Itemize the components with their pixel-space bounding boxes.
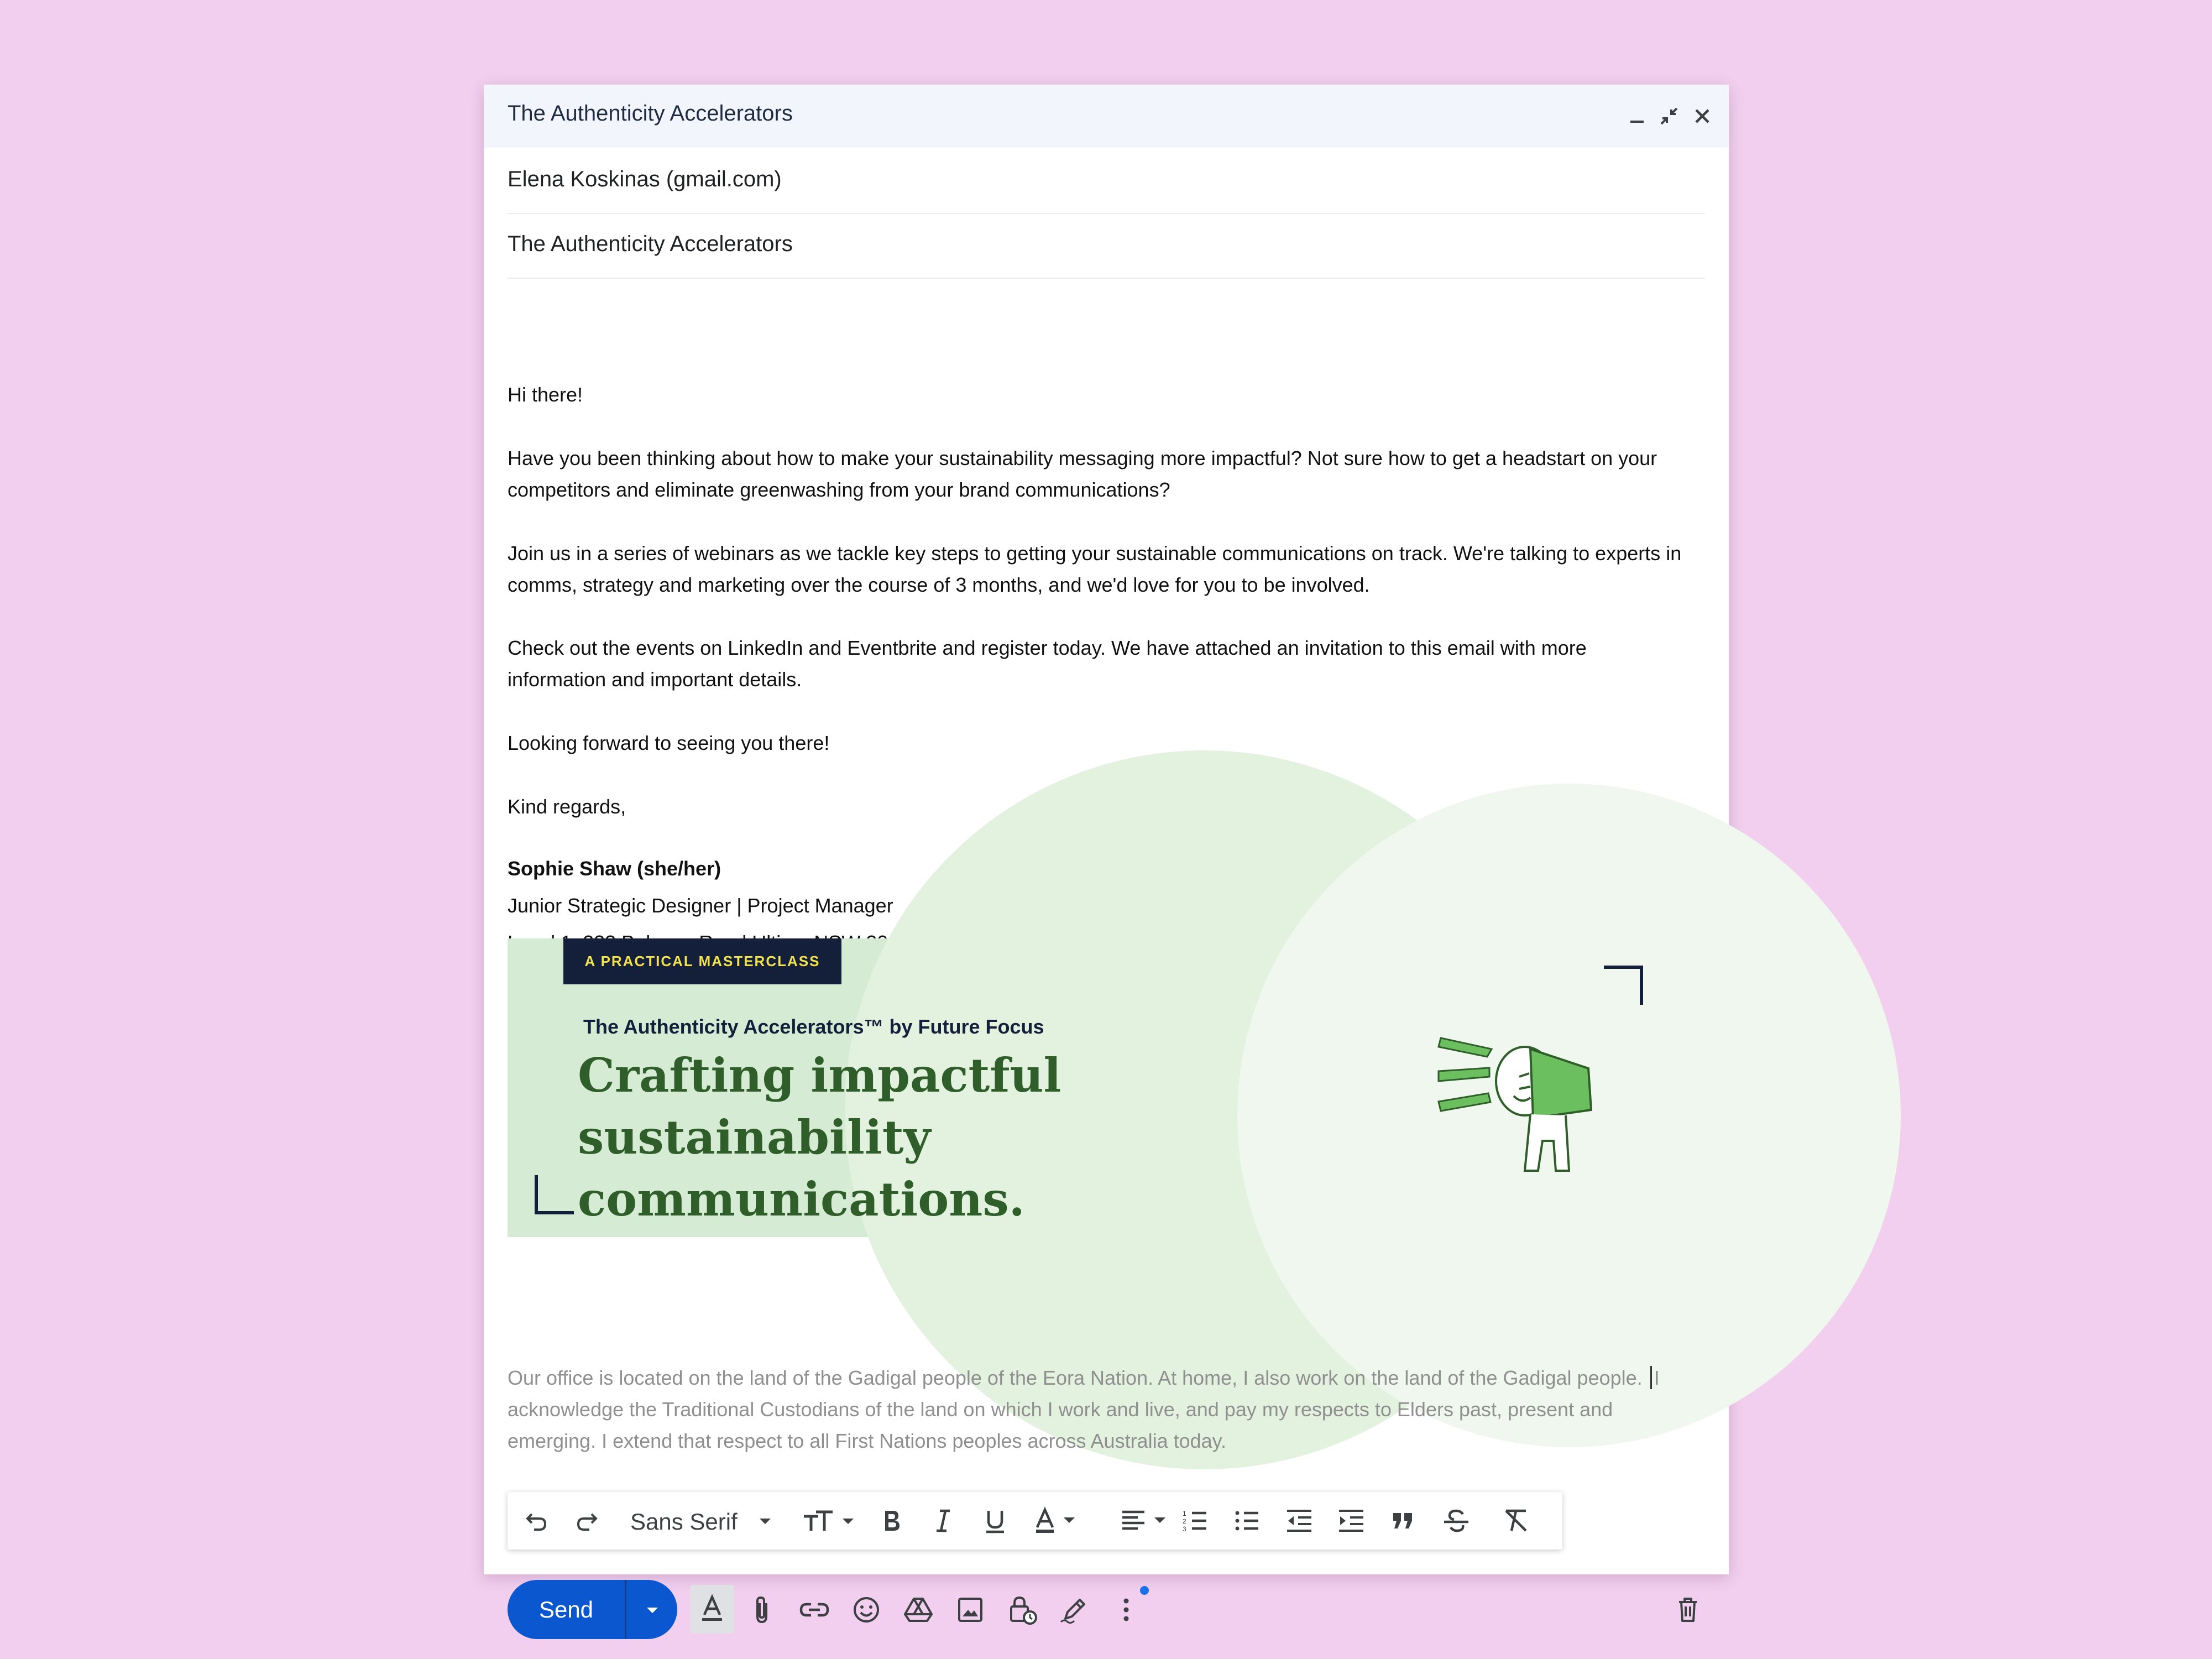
confidential-mode-icon[interactable] bbox=[1006, 1593, 1039, 1626]
text-color-icon[interactable] bbox=[1033, 1506, 1083, 1535]
minimize-icon[interactable] bbox=[1624, 103, 1650, 129]
drive-icon[interactable] bbox=[902, 1593, 935, 1626]
indent-less-icon[interactable] bbox=[1285, 1506, 1314, 1535]
photo-icon[interactable] bbox=[954, 1593, 987, 1626]
formatting-toolbar bbox=[508, 1492, 1562, 1550]
banner-headline bbox=[578, 1045, 1407, 1230]
bulleted-list-icon[interactable] bbox=[1233, 1506, 1262, 1535]
signature-icon[interactable] bbox=[1058, 1593, 1091, 1626]
undo-icon[interactable] bbox=[522, 1506, 551, 1535]
indent-more-icon[interactable] bbox=[1337, 1506, 1366, 1535]
quote-icon[interactable] bbox=[1389, 1506, 1418, 1535]
signature-role: Junior Strategic Designer | Project Manager bbox=[508, 894, 893, 917]
body-paragraph-4: Looking forward to seeing you there! bbox=[508, 732, 830, 754]
banner-headline-line-2: communications. bbox=[578, 1172, 1025, 1227]
acknowledgement-text bbox=[508, 1362, 1685, 1457]
body-paragraph-2: Join us in a series of webinars as we tackle key steps to getting your sustainable communications on track. We're talking to experts in comms, strategy and marketing over the course of 3 months, and we'd love for you to be involved. bbox=[508, 542, 1682, 596]
notification-dot bbox=[1140, 1586, 1149, 1595]
text-cursor bbox=[1650, 1366, 1652, 1389]
masterclass-banner bbox=[508, 938, 1670, 1237]
megaphone-illustration-icon bbox=[1436, 1016, 1613, 1176]
link-icon[interactable] bbox=[798, 1593, 831, 1626]
banner-headline-line-1: Crafting impactful sustainability bbox=[578, 1048, 1061, 1165]
bold-icon[interactable] bbox=[877, 1506, 906, 1535]
corner-bracket-icon bbox=[1604, 965, 1644, 1005]
attach-icon[interactable] bbox=[745, 1593, 778, 1626]
send-button-label: Send bbox=[538, 1597, 594, 1623]
body-paragraph-1: Have you been thinking about how to make your sustainability messaging more impactful? Not sure how to get a headstart on your competitors and eliminate greenwashing from your brand communications? bbox=[508, 447, 1657, 501]
exit-fullscreen-icon[interactable] bbox=[1656, 103, 1682, 129]
close-icon[interactable] bbox=[1689, 103, 1716, 129]
acknowledgement-part-1: Our office is located on the land of the Gadigal people of the Eora Nation. At home, I also work on the land of the Gadigal people. bbox=[508, 1366, 1643, 1389]
body-greeting: Hi there! bbox=[508, 383, 583, 406]
svg-text:1: 1 bbox=[1183, 1510, 1186, 1517]
send-divider bbox=[625, 1580, 626, 1639]
svg-text:3: 3 bbox=[1183, 1525, 1186, 1533]
font-family-select[interactable]: Sans Serif bbox=[630, 1509, 738, 1535]
subject-field[interactable] bbox=[508, 214, 1705, 279]
compose-titlebar[interactable] bbox=[484, 85, 1729, 148]
formatting-options-icon bbox=[696, 1593, 729, 1626]
recipient[interactable]: Elena Koskinas (gmail.com) bbox=[508, 167, 782, 191]
banner-badge: A PRACTICAL MASTERCLASS bbox=[563, 938, 841, 984]
signature-name: Sophie Shaw (she/her) bbox=[508, 857, 721, 880]
emoji-icon[interactable] bbox=[850, 1593, 883, 1626]
underline-icon[interactable] bbox=[981, 1506, 1010, 1535]
numbered-list-icon[interactable] bbox=[1181, 1506, 1210, 1535]
schedule-send-chevron-icon[interactable] bbox=[639, 1597, 666, 1623]
font-size-icon[interactable] bbox=[802, 1506, 862, 1535]
acknowledgement-part-2: I acknowledge the Traditional Custodians of the land on which I work and live, and pay my respects to Elders past, present and emerging. I extend that respect to all First Nations peoples across Australia today. bbox=[508, 1366, 1660, 1452]
corner-bracket-icon bbox=[534, 1175, 574, 1215]
body-paragraph-3: Check out the events on LinkedIn and Eventbrite and register today. We have attached an invitation to this email with more information and important details. bbox=[508, 637, 1587, 691]
remove-formatting-icon[interactable] bbox=[1502, 1506, 1530, 1535]
chevron-down-icon[interactable] bbox=[751, 1506, 780, 1535]
strikethrough-icon[interactable] bbox=[1442, 1506, 1471, 1535]
body-closing: Kind regards, bbox=[508, 795, 626, 818]
send-button[interactable] bbox=[508, 1580, 677, 1639]
banner-subtitle: The Authenticity Accelerators™ by Future Focus bbox=[583, 1015, 1044, 1038]
window-title: The Authenticity Accelerators bbox=[508, 101, 793, 126]
more-options-icon[interactable] bbox=[1110, 1593, 1143, 1626]
subject-text[interactable]: The Authenticity Accelerators bbox=[508, 232, 793, 256]
align-icon[interactable] bbox=[1120, 1506, 1175, 1535]
italic-icon[interactable] bbox=[929, 1506, 958, 1535]
formatting-options-toggle[interactable] bbox=[690, 1585, 734, 1634]
redo-icon[interactable] bbox=[573, 1506, 602, 1535]
compose-window bbox=[484, 85, 1729, 1623]
recipients-field[interactable] bbox=[508, 149, 1705, 214]
delete-icon[interactable] bbox=[1671, 1593, 1704, 1626]
svg-text:2: 2 bbox=[1183, 1517, 1186, 1525]
